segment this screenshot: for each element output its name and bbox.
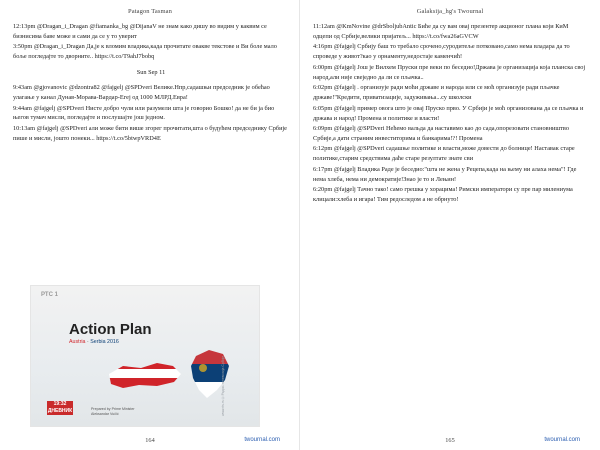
news-badge-time: 19:32 bbox=[53, 401, 67, 407]
tweet-entry: 9:44am @fajgelj @SPDveri Нисте добро чули или разумели шта је говорио Бошко! да не би ја био његов тумач мисли, погледајте и послушајте још једном. bbox=[13, 104, 275, 122]
slide-subtitle-austria: Austria bbox=[69, 339, 86, 345]
tweet-entry: 6:02pm @fajgelj . организује ради моћи државе и народа или се моћ организује ради пљачке државе!"Кредити, приватизације, задуживања...су школски bbox=[313, 84, 560, 102]
slide-caption-line: Aleksandar Vučić bbox=[91, 412, 119, 416]
slide-caption bbox=[91, 407, 135, 417]
tweet-entry: 4:16pm @fajgelj Србију баш то требало срочено,суродитеље потковано,само нема владара да то спроведе у живот?као у орнаменту,недостаје каменчић! bbox=[313, 43, 570, 61]
tweet-entry: 6:12pm @fajgelj @SPDveri садашње политике и власти,може довести до болнице! Наставак старе политике,старим средствима даће старе резултате знате сви bbox=[313, 145, 575, 163]
page-number: 164 bbox=[145, 437, 155, 444]
news-badge bbox=[47, 401, 73, 415]
left-page-footer bbox=[0, 437, 300, 446]
tweet-entry: 9:43am @gjovanovic @dzontra82 @fajgelj @SPDveri Велике.Нпр,садашњи председник је обећао улагање у канал Дунав-Морава-Вардар-Егеј од 1000 МЛРД.Евра! bbox=[13, 84, 270, 102]
austria-map-shape bbox=[101, 356, 191, 393]
left-page-header: Patagon Tasman bbox=[128, 8, 172, 15]
site-link[interactable]: twournal.com bbox=[544, 437, 580, 443]
tweet-entry: 6:20pm @fajgelj Тачно тако! само грешка у хорацима! Римски императори су пре пар милениума клицали:хлеба и игара! Тим редоследом а не обрнуто! bbox=[313, 186, 573, 204]
slide-subtitle: Austria · Serbia 2016 bbox=[69, 339, 119, 345]
coat-of-arms-icon bbox=[199, 364, 207, 372]
tweet-entry: 11:12am @KmNovine @drSboljubAntic Биће да су вам овај презентер акционог плана који КиМ одцепи од Србије,велики пријатељ... https://t.co/fwa26aGVCW bbox=[313, 23, 569, 40]
tweet-entry: 3:50pm @Dragan_i_Dragan Да,је к вломим владика,када прочитате овакве текстове и Ви боле мало боље погледајте то дворните.. https://t.co/T9ahJ7bobq bbox=[13, 43, 277, 61]
right-page-footer bbox=[300, 437, 600, 446]
slide-subtitle-serbia: Serbia 2016 bbox=[90, 339, 119, 345]
tv-logo: РТС 1 bbox=[41, 292, 58, 298]
tweet-entry: 12:13pm @Dragan_i_Dragan @fiamanka_bg @DijanaV не знам како дишу во видим у каквим се бизнисима баве може и сами да се у то уверит bbox=[13, 23, 267, 40]
day-heading: Sun Sep 11 bbox=[136, 69, 166, 77]
news-badge-label: ДНЕВНИК bbox=[47, 408, 73, 414]
site-link[interactable]: twournal.com bbox=[244, 437, 280, 443]
tweet-entry: 6:05pm @fajgelj пример овога што је овај Пруско прво. У Србији је моћ организована да се пљачка и држава и народ! Промена и политике и власти! bbox=[313, 104, 584, 122]
tweet-entry: 6:17pm @fajgelj Владика Раде је беседио:"шта не жена у Рецепа,када на њему ни алаха нема"! Где нема хлеба, нема ни демократије!Знао је то и Лењин! bbox=[313, 165, 577, 183]
tweet-image bbox=[30, 285, 260, 427]
right-page bbox=[300, 0, 600, 450]
right-page-content bbox=[313, 22, 589, 206]
slide-title: Action Plan bbox=[69, 321, 152, 338]
page-number: 165 bbox=[445, 437, 455, 444]
right-page-header: Galaksija_hg's Twournal bbox=[416, 8, 484, 15]
tweet-entry: 6:09pm @fajgelj @SPDveri Нећемо вальда да наставимо као до сада,опорезовати становништво Србије,а дати страним инвеститорима и банкарима!?! Промена bbox=[313, 125, 569, 142]
tweet-entry: 10:13am @fajgelj @SPDveri али може бити више згорег прочитати,шта о будућем председнику Србије пише и мисли, јошто понеки... https://t.co/5btwpVRD4E bbox=[13, 124, 287, 142]
tweet-entry: 6:00pm @fajgelj Још је Вилхем Пруски пре веки по беседио!Држава је организација која планска свој народ,али није свеједно да ли се пљачка.. bbox=[313, 63, 586, 81]
slide-caption-line: Prepared by Prime Minister bbox=[91, 407, 135, 411]
watermark: www.rts.rs ©Радио-телевизија Србије bbox=[221, 355, 225, 416]
left-page-content bbox=[13, 22, 289, 144]
